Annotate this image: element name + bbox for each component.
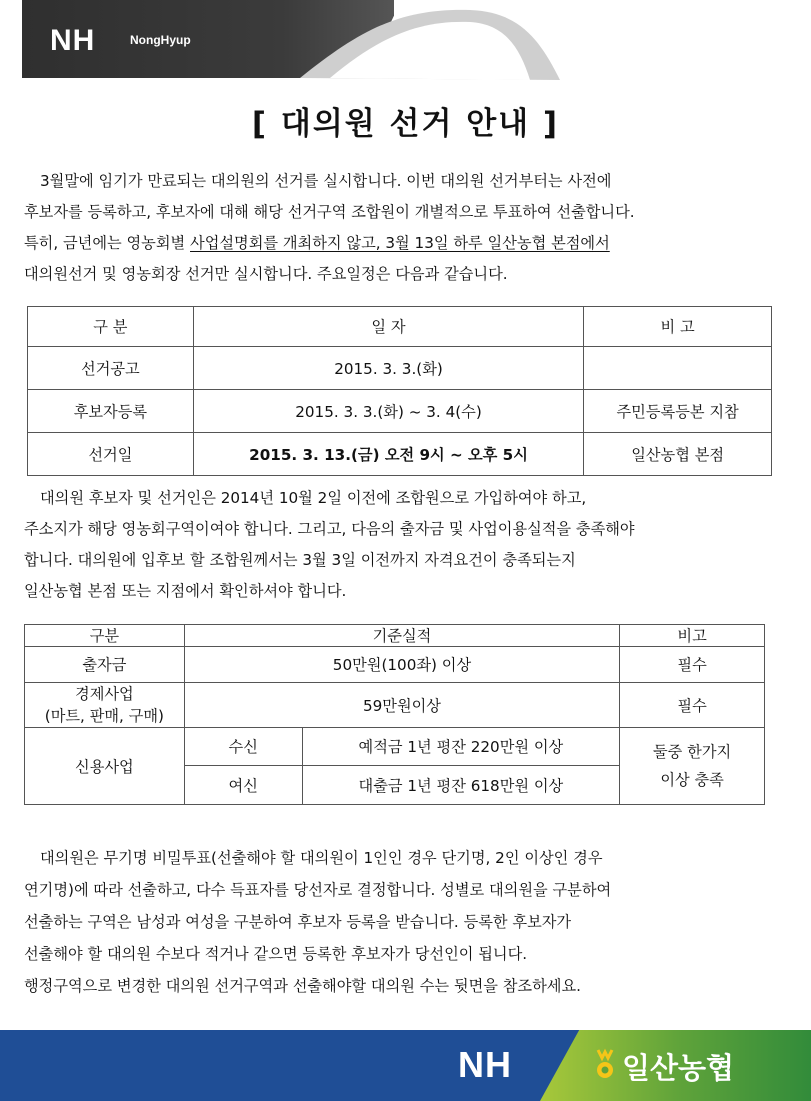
cell-deposit-label: 수신	[184, 728, 302, 766]
credit-note-line-2: 이상 충족	[660, 771, 724, 789]
header-banner	[0, 0, 811, 80]
cell-category: 후보자등록	[28, 390, 194, 433]
economic-label-line-1: 경제사업	[75, 685, 134, 703]
header-criteria: 기준실적	[184, 625, 619, 647]
cell-deposit-value: 예적금 1년 평잔 220만원 이상	[302, 728, 620, 766]
cell-loan-value: 대출금 1년 평잔 618만원 이상	[302, 766, 620, 805]
table-row	[25, 683, 765, 728]
voting-paragraph	[24, 842, 794, 1002]
intro-line-3	[24, 228, 794, 259]
table-row	[28, 347, 772, 390]
economic-label-line-2: (마트, 판매, 구매)	[44, 707, 164, 725]
footer-banner	[0, 1030, 811, 1101]
cell-category: 선거공고	[28, 347, 194, 390]
voting-line-5: 행정구역으로 변경한 대의원 선거구역과 선출해야할 대의원 수는 뒷면을 참조하세요.	[24, 977, 581, 995]
eligibility-paragraph	[24, 483, 794, 607]
cell-loan-label: 여신	[184, 766, 302, 805]
table-row	[25, 647, 765, 683]
cell-economic-note: 필수	[620, 683, 765, 728]
cell-note: 일산농협 본점	[584, 433, 772, 476]
cell-capital-label: 출자금	[25, 647, 185, 683]
cell-economic-label	[25, 683, 185, 728]
table-row	[28, 433, 772, 476]
intro-paragraph	[24, 166, 794, 290]
table-header-row	[28, 307, 772, 347]
cell-date: 2015. 3. 13.(금) 오전 9시 ~ 오후 5시	[193, 433, 583, 476]
intro-line-3-text: 특히, 금년에는 영농회별	[24, 234, 191, 252]
header-date: 일 자	[193, 307, 583, 347]
eligibility-line-1: 대의원 후보자 및 선거인은 2014년 10월 2일 이전에 조합원으로 가입하여야 하고,	[40, 489, 587, 507]
table-row	[25, 728, 765, 766]
table-row	[28, 390, 772, 433]
cell-note	[584, 347, 772, 390]
eligibility-line-2: 주소지가 해당 영농회구역이여야 합니다. 그리고, 다음의 출자금 및 사업이용실적을 충족해야	[24, 520, 635, 538]
cell-credit-label: 신용사업	[25, 728, 185, 805]
credit-note-line-1: 둘중 한가지	[652, 743, 732, 761]
intro-underlined-text: 사업설명회를 개최하지 않고, 3월 13일 하루 일산농협 본점에서	[190, 234, 610, 252]
header-note: 비 고	[584, 307, 772, 347]
eligibility-line-3: 합니다. 대의원에 입후보 할 조합원께서는 3월 3일 이전까지 자격요건이 충족되는지	[24, 551, 576, 569]
footer-branch-name: 일산농협	[622, 1051, 735, 1085]
voting-line-2: 연기명)에 따라 선출하고, 다수 득표자를 당선자로 결정합니다. 성별로 대의원을 구분하여	[24, 881, 612, 899]
cell-capital-value: 50만원(100좌) 이상	[184, 647, 619, 683]
voting-line-3: 선출하는 구역은 남성과 여성을 구분하여 후보자 등록을 받습니다. 등록한 후보자가	[24, 913, 572, 931]
cell-note: 주민등록등본 지참	[584, 390, 772, 433]
cell-credit-note	[620, 728, 765, 805]
eligibility-line-4: 일산농협 본점 또는 지점에서 확인하셔야 합니다.	[24, 582, 347, 600]
schedule-table	[27, 306, 772, 476]
intro-line-4: 대의원선거 및 영농회장 선거만 실시합니다. 주요일정은 다음과 같습니다.	[24, 265, 508, 283]
footer-nh-logo: NH	[458, 1044, 512, 1085]
intro-line-2: 후보자를 등록하고, 후보자에 대해 해당 선거구역 조합원이 개별적으로 투표하여 선출합니다.	[24, 203, 635, 221]
header-note: 비고	[620, 625, 765, 647]
nonghyup-wordmark: NongHyup	[130, 33, 191, 47]
cell-date: 2015. 3. 3.(화) ~ 3. 4(수)	[193, 390, 583, 433]
voting-line-4: 선출해야 할 대의원 수보다 적거나 같으면 등록한 후보자가 당선인이 됩니다.	[24, 945, 528, 963]
nh-logo: NH	[50, 24, 96, 57]
cell-category: 선거일	[28, 433, 194, 476]
cell-date: 2015. 3. 3.(화)	[193, 347, 583, 390]
requirements-table	[24, 624, 765, 805]
intro-line-1: 3월말에 임기가 만료되는 대의원의 선거를 실시합니다. 이번 대의원 선거부터는 사전에	[40, 172, 612, 190]
page-title: [ 대의원 선거 안내 ]	[251, 106, 560, 142]
header-category: 구분	[25, 625, 185, 647]
table-header-row	[25, 625, 765, 647]
nonghyup-leaf-icon	[594, 1048, 616, 1082]
header-category: 구 분	[28, 307, 194, 347]
voting-line-1: 대의원은 무기명 비밀투표(선출해야 할 대의원이 1인인 경우 단기명, 2인 이상인 경우	[40, 849, 603, 867]
cell-economic-value: 59만원이상	[184, 683, 619, 728]
header-swoosh-graphic	[0, 0, 811, 80]
cell-capital-note: 필수	[620, 647, 765, 683]
